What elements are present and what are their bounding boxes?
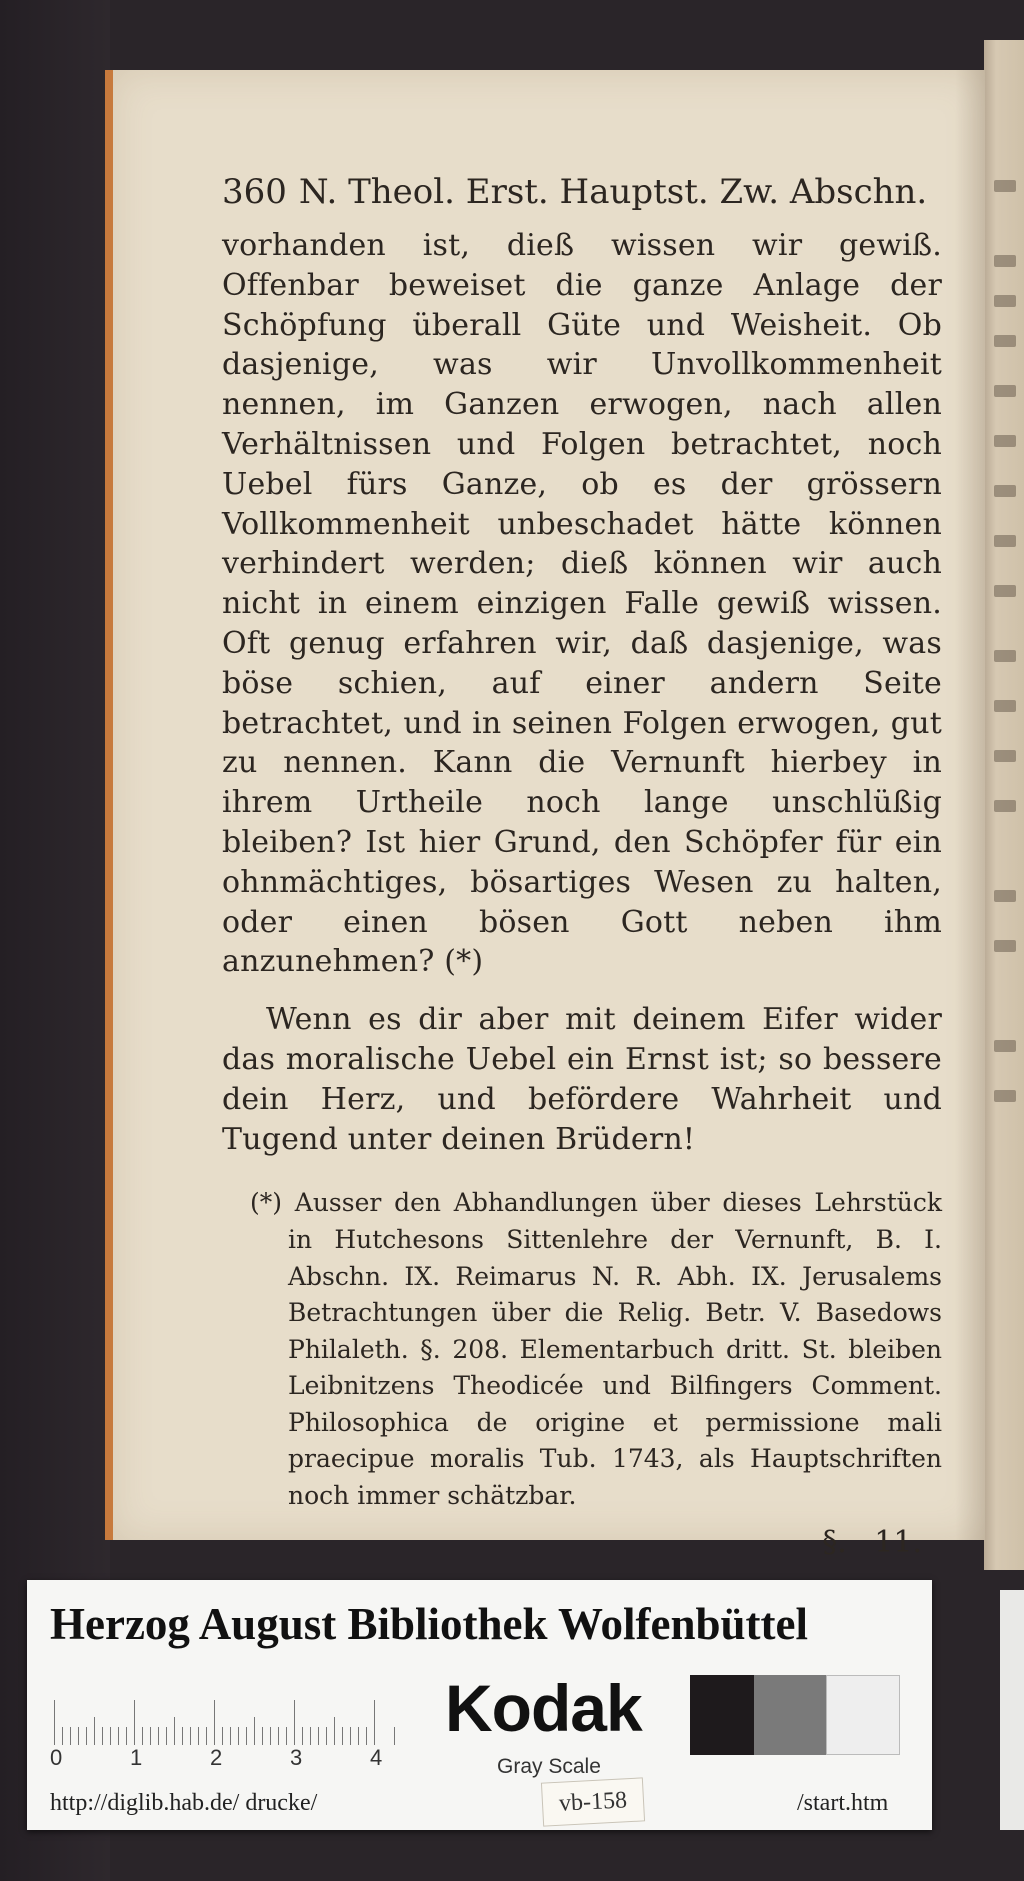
ruler-label-0: 0 xyxy=(50,1745,63,1770)
gray-scale-label: Gray Scale xyxy=(497,1755,601,1778)
ruler-label-1: 1 xyxy=(130,1745,143,1770)
footnote: (*) Ausser den Abhandlungen über dieses Lehrstück in Hutchesons Sittenlehre der Vernunft, B. I. Abschn. IX. Reimarus N. R. Abh. IX. Jerusalems Betrachtungen über die Relig. Betr. V. Basedows Philaleth. §. 208. Elementarbuch dritt. St. bleiben Leibnitzens Theodicée und Bilfingers Comment. Philosophica de origine et permissione mali praecipue moralis Tub. 1743, als Hauptschriften noch immer schätzbar. xyxy=(250,1188,942,1511)
adjacent-page-edge xyxy=(984,40,1024,1570)
library-color-card xyxy=(27,1580,932,1830)
shelfmark-label: vb-158 xyxy=(541,1777,645,1826)
paragraph-1: vorhanden ist, dieß wissen wir gewiß. Offenbar beweiset die ganze Anlage der Schöpfung überall Güte und Weisheit. Ob dasjenige, was wir Unvollkommenheit nennen, im Ganzen erwogen, nach allen Verhältnissen und Folgen betrachtet, noch Uebel fürs Ganze, ob es der grössern Vollkommenheit unbeschadet hätte können verhindert werden; dieß können wir auch nicht in einem einzigen Falle gewiß wissen. Oft genug erfahren wir, daß dasjenige, was böse schien, auf einer andern Seite betrachtet, und in seinen Folgen erwogen, gut zu nennen. Kann die Vernunft hierbey in ihrem Urtheile noch lange unschlüßig bleiben? Ist hier Grund, den Schöpfer für ein ohnmächtiges, bösartiges Wesen zu halten, oder einen bösen Gott neben ihm anzunehmen? (*) xyxy=(222,228,942,980)
adjacent-card-edge xyxy=(1000,1590,1024,1830)
page-text xyxy=(222,170,942,1560)
paragraph-2: Wenn es dir aber mit deinem Eifer wider das moralische Uebel ein Ernst ist; so bessere dein Herz, und befördere Wahrheit und Tugend unter deinen Brüdern! xyxy=(222,1002,942,1157)
running-head xyxy=(222,170,942,226)
kodak-logo: Kodak xyxy=(445,1671,642,1745)
ruler-label-4: 4 xyxy=(370,1745,383,1770)
running-head-title: N. Theol. Erst. Hauptst. Zw. Abschn. xyxy=(298,172,928,212)
gray-swatch-mid xyxy=(754,1675,826,1755)
gray-swatch-black xyxy=(690,1675,754,1755)
scale-ruler xyxy=(50,1690,414,1770)
library-name: Herzog August Bibliothek Wolfenbüttel xyxy=(50,1599,808,1649)
catchword: §. 11. xyxy=(822,1524,922,1560)
url-right: /start.htm xyxy=(797,1790,889,1816)
ruler-label-2: 2 xyxy=(210,1745,223,1770)
gray-swatch-white xyxy=(826,1675,900,1755)
ruler-label-3: 3 xyxy=(290,1745,303,1770)
gutter-shadow xyxy=(955,70,985,1540)
url-left: http://diglib.hab.de/ drucke/ xyxy=(50,1790,318,1816)
page-number: 360 xyxy=(222,172,287,212)
